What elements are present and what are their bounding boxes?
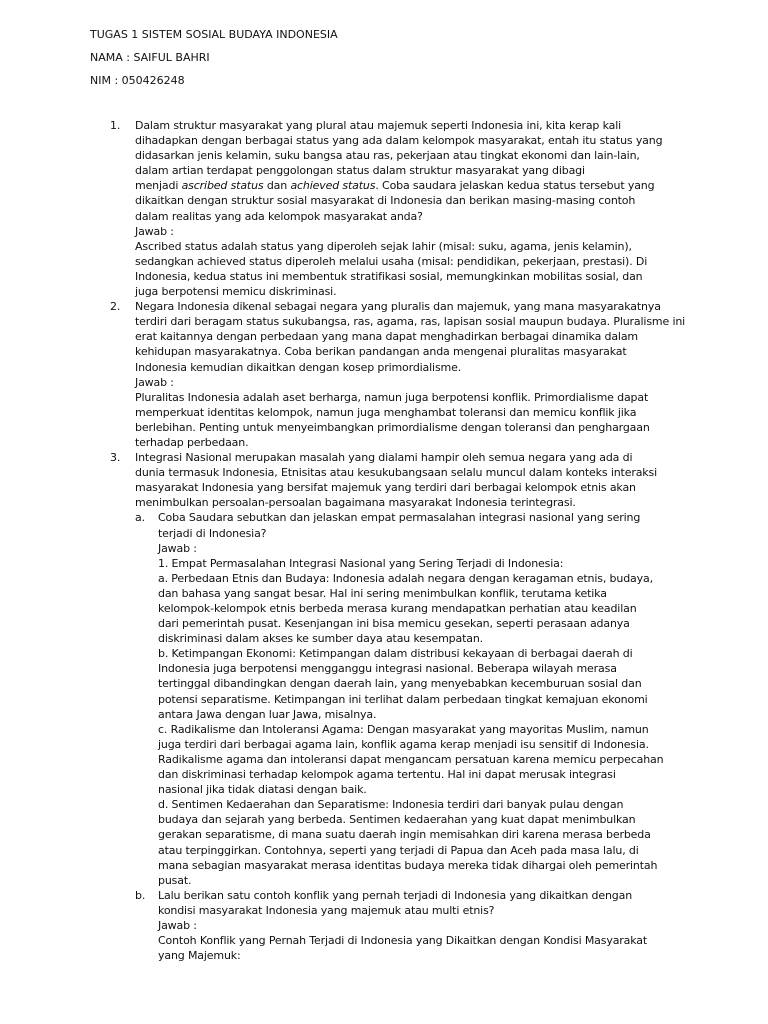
answer-text-line: mana sebagian masyarakat merasa identitas budaya mereka tidak dihargai oleh pemerintah: [158, 858, 658, 872]
question-text-line: menimbulkan persoalan-persoalan bagaimana masyarakat Indonesia terintegrasi.: [135, 496, 576, 510]
question-text-line: terdiri dari beragam status sukubangsa, ras, agama, ras, lapisan sosial maupun budaya. Pluralisme ini: [135, 315, 686, 329]
assignment-title: TUGAS 1 SISTEM SOSIAL BUDAYA INDONESIA: [90, 28, 338, 41]
answer-label: Jawab :: [158, 541, 197, 555]
sub-question-b: [135, 888, 680, 963]
question-number: 3.: [110, 451, 121, 465]
question-text-line: kehidupan masyarakatnya. Coba berikan pandangan anda mengenai pluralitas masyarakat: [135, 345, 627, 359]
question-text-line: Negara Indonesia dikenal sebagai negara yang pluralis dan majemuk, yang mana masyarakatnya: [135, 300, 661, 314]
text-fragment: menjadi: [135, 179, 182, 193]
answer-text-line: sedangkan achieved status diperoleh melalui usaha (misal: pendidikan, pekerjaan, prestasi). Di: [135, 254, 648, 268]
answer-text-line: nasional jika tidak diatasi dengan baik.: [158, 783, 367, 797]
answer-text-line: gerakan separatisme, di mana suatu daerah ingin memisahkan diri karena merasa berbeda: [158, 828, 651, 842]
answer-text-line: juga berpotensi memicu diskriminasi.: [135, 285, 337, 299]
question-number: 2.: [110, 300, 121, 314]
text-fragment: dan: [263, 179, 291, 193]
question-text-line: Integrasi Nasional merupakan masalah yang dialami hampir oleh semua negara yang ada di: [135, 451, 633, 465]
question-text-line: Dalam struktur masyarakat yang plural atau majemuk seperti Indonesia ini, kita kerap kali: [135, 119, 622, 132]
term-achieved-status: achieved status: [290, 179, 376, 193]
sub-text-line: terjadi di Indonesia?: [158, 526, 267, 540]
sub-question-a: [135, 510, 680, 887]
answer-text-line: kelompok-kelompok etnis berbeda merasa kurang mendapatkan perhatian atau keadilan: [158, 602, 637, 615]
question-list: [110, 118, 686, 963]
question-text-line: dihadapkan dengan berbagai status yang ada dalam kelompok masyarakat, entah itu status yang: [135, 134, 663, 148]
question-text-line: erat kaitannya dengan perbedaan yang mana dapat menghadirkan berbagai dinamika dalam: [135, 330, 638, 344]
question-text-line: dalam artian terdapat penggolongan status dalam struktur masyarakat yang dibagi: [135, 164, 585, 178]
sub-question-list: [135, 510, 680, 963]
student-name: NAMA : SAIFUL BAHRI: [90, 51, 210, 64]
answer-text-line: budaya dan sejarah yang berbeda. Sentimen kedaerahan yang kuat dapat menimbulkan: [158, 813, 636, 827]
answer-text-line: berlebihan. Penting untuk menyeimbangkan primordialisme dengan toleransi dan penghargaan: [135, 420, 650, 434]
answer-text-line: antara Jawa dengan luar Jawa, misalnya.: [158, 707, 377, 721]
sub-text-line: kondisi masyarakat Indonesia yang majemuk atau multi etnis?: [158, 903, 495, 917]
sub-question-letter: b.: [135, 888, 146, 902]
answer-text-line: pusat.: [158, 873, 192, 887]
question-text-line: didasarkan jenis kelamin, suku bangsa atau ras, pekerjaan atau tingkat ekonomi dan lain-lain,: [135, 149, 640, 163]
question-number: 1.: [110, 119, 121, 132]
answer-text-line: dari pemerintah pusat. Kesenjangan ini bisa memicu gesekan, seperti perasaan adanya: [158, 617, 630, 631]
question-1: [110, 118, 680, 299]
answer-label: Jawab :: [135, 375, 174, 389]
answer-text-line: atau terpinggirkan. Contohnya, seperti yang terjadi di Papua dan Aceh pada masa lalu, di: [158, 843, 639, 857]
question-2: [110, 299, 686, 450]
answer-text-line: Indonesia, kedua status ini membentuk stratifikasi sosial, memungkinkan mobilitas sosial, dan: [135, 269, 643, 283]
answer-text-line: a. Perbedaan Etnis dan Budaya: Indonesia adalah negara dengan keragaman etnis, budaya,: [158, 571, 653, 585]
answer-text-line: Ascribed status adalah status yang diperoleh sejak lahir (misal: suku, agama, jenis kelamin),: [135, 239, 632, 253]
question-text-line: [135, 178, 680, 193]
term-ascribed-status: ascribed status: [181, 179, 264, 193]
answer-text-line: b. Ketimpangan Ekonomi: Ketimpangan dalam distribusi kekayaan di berbagai daerah di: [158, 647, 633, 661]
answer-text-line: Indonesia juga berpotensi mengganggu integrasi nasional. Beberapa wilayah merasa: [158, 662, 617, 676]
answer-text-line: potensi separatisme. Ketimpangan ini terlihat dalam perbedaan tingkat kemajuan ekonomi: [158, 692, 648, 706]
sub-text-line: Lalu berikan satu contoh konflik yang pernah terjadi di Indonesia yang dikaitkan dengan: [158, 888, 633, 902]
text-fragment: . Coba saudara jelaskan kedua status tersebut yang: [375, 179, 655, 193]
answer-text-line: c. Radikalisme dan Intoleransi Agama: Dengan masyarakat yang mayoritas Muslim, namun: [158, 722, 649, 736]
answer-text-line: juga terdiri dari berbagai agama lain, konflik agama kerap menjadi isu sensitif di Indonesia.: [158, 737, 649, 751]
student-id: NIM : 050426248: [90, 74, 185, 87]
question-text-line: dunia termasuk Indonesia, Etnisitas atau kesukubangsaan selalu muncul dalam konteks interaksi: [135, 466, 657, 480]
answer-text-line: d. Sentimen Kedaerahan dan Separatisme: Indonesia terdiri dari banyak pulau dengan: [158, 798, 624, 812]
answer-text-line: diskriminasi dalam akses ke sumber daya atau kesempatan.: [158, 632, 484, 646]
answer-text-line: memperkuat identitas kelompok, namun juga menghambat toleransi dan memicu konflik jika: [135, 405, 637, 419]
answer-text-line: Pluralitas Indonesia adalah aset berharga, namun juga berpotensi konflik. Primordialisme dapat: [135, 390, 649, 404]
answer-text-line: Contoh Konflik yang Pernah Terjadi di Indonesia yang Dikaitkan dengan Kondisi Masyarakat: [158, 934, 648, 948]
answer-label: Jawab :: [135, 224, 174, 238]
answer-text-line: dan diskriminasi terhadap kelompok agama tertentu. Hal ini dapat merusak integrasi: [158, 768, 616, 782]
question-text-line: dikaitkan dengan struktur sosial masyarakat di Indonesia dan berikan masing-masing contoh: [135, 194, 636, 208]
sub-text-line: Coba Saudara sebutkan dan jelaskan empat permasalahan integrasi nasional yang sering: [158, 511, 641, 525]
question-text-line: dalam realitas yang ada kelompok masyarakat anda?: [135, 209, 423, 223]
answer-text-line: dan bahasa yang sangat besar. Hal ini sering menimbulkan konflik, terutama ketika: [158, 586, 607, 600]
question-text-line: masyarakat Indonesia yang bersifat majemuk yang terdiri dari berbagai kelompok etnis akan: [135, 481, 636, 495]
question-3: [110, 450, 680, 963]
answer-text-line: terhadap perbedaan.: [135, 435, 249, 449]
answer-text-line: yang Majemuk:: [158, 949, 241, 963]
answer-text-line: Radikalisme agama dan intoleransi dapat mengancam persatuan karena memicu perpecahan: [158, 752, 664, 766]
answer-heading: 1. Empat Permasalahan Integrasi Nasional yang Sering Terjadi di Indonesia:: [158, 556, 564, 570]
sub-question-letter: a.: [135, 511, 145, 525]
question-text-line: Indonesia kemudian dikaitkan dengan kosep primordialisme.: [135, 360, 462, 374]
answer-text-line: tertinggal dibandingkan dengan daerah lain, yang menyebabkan kecemburuan sosial dan: [158, 677, 642, 691]
answer-label: Jawab :: [158, 918, 197, 932]
